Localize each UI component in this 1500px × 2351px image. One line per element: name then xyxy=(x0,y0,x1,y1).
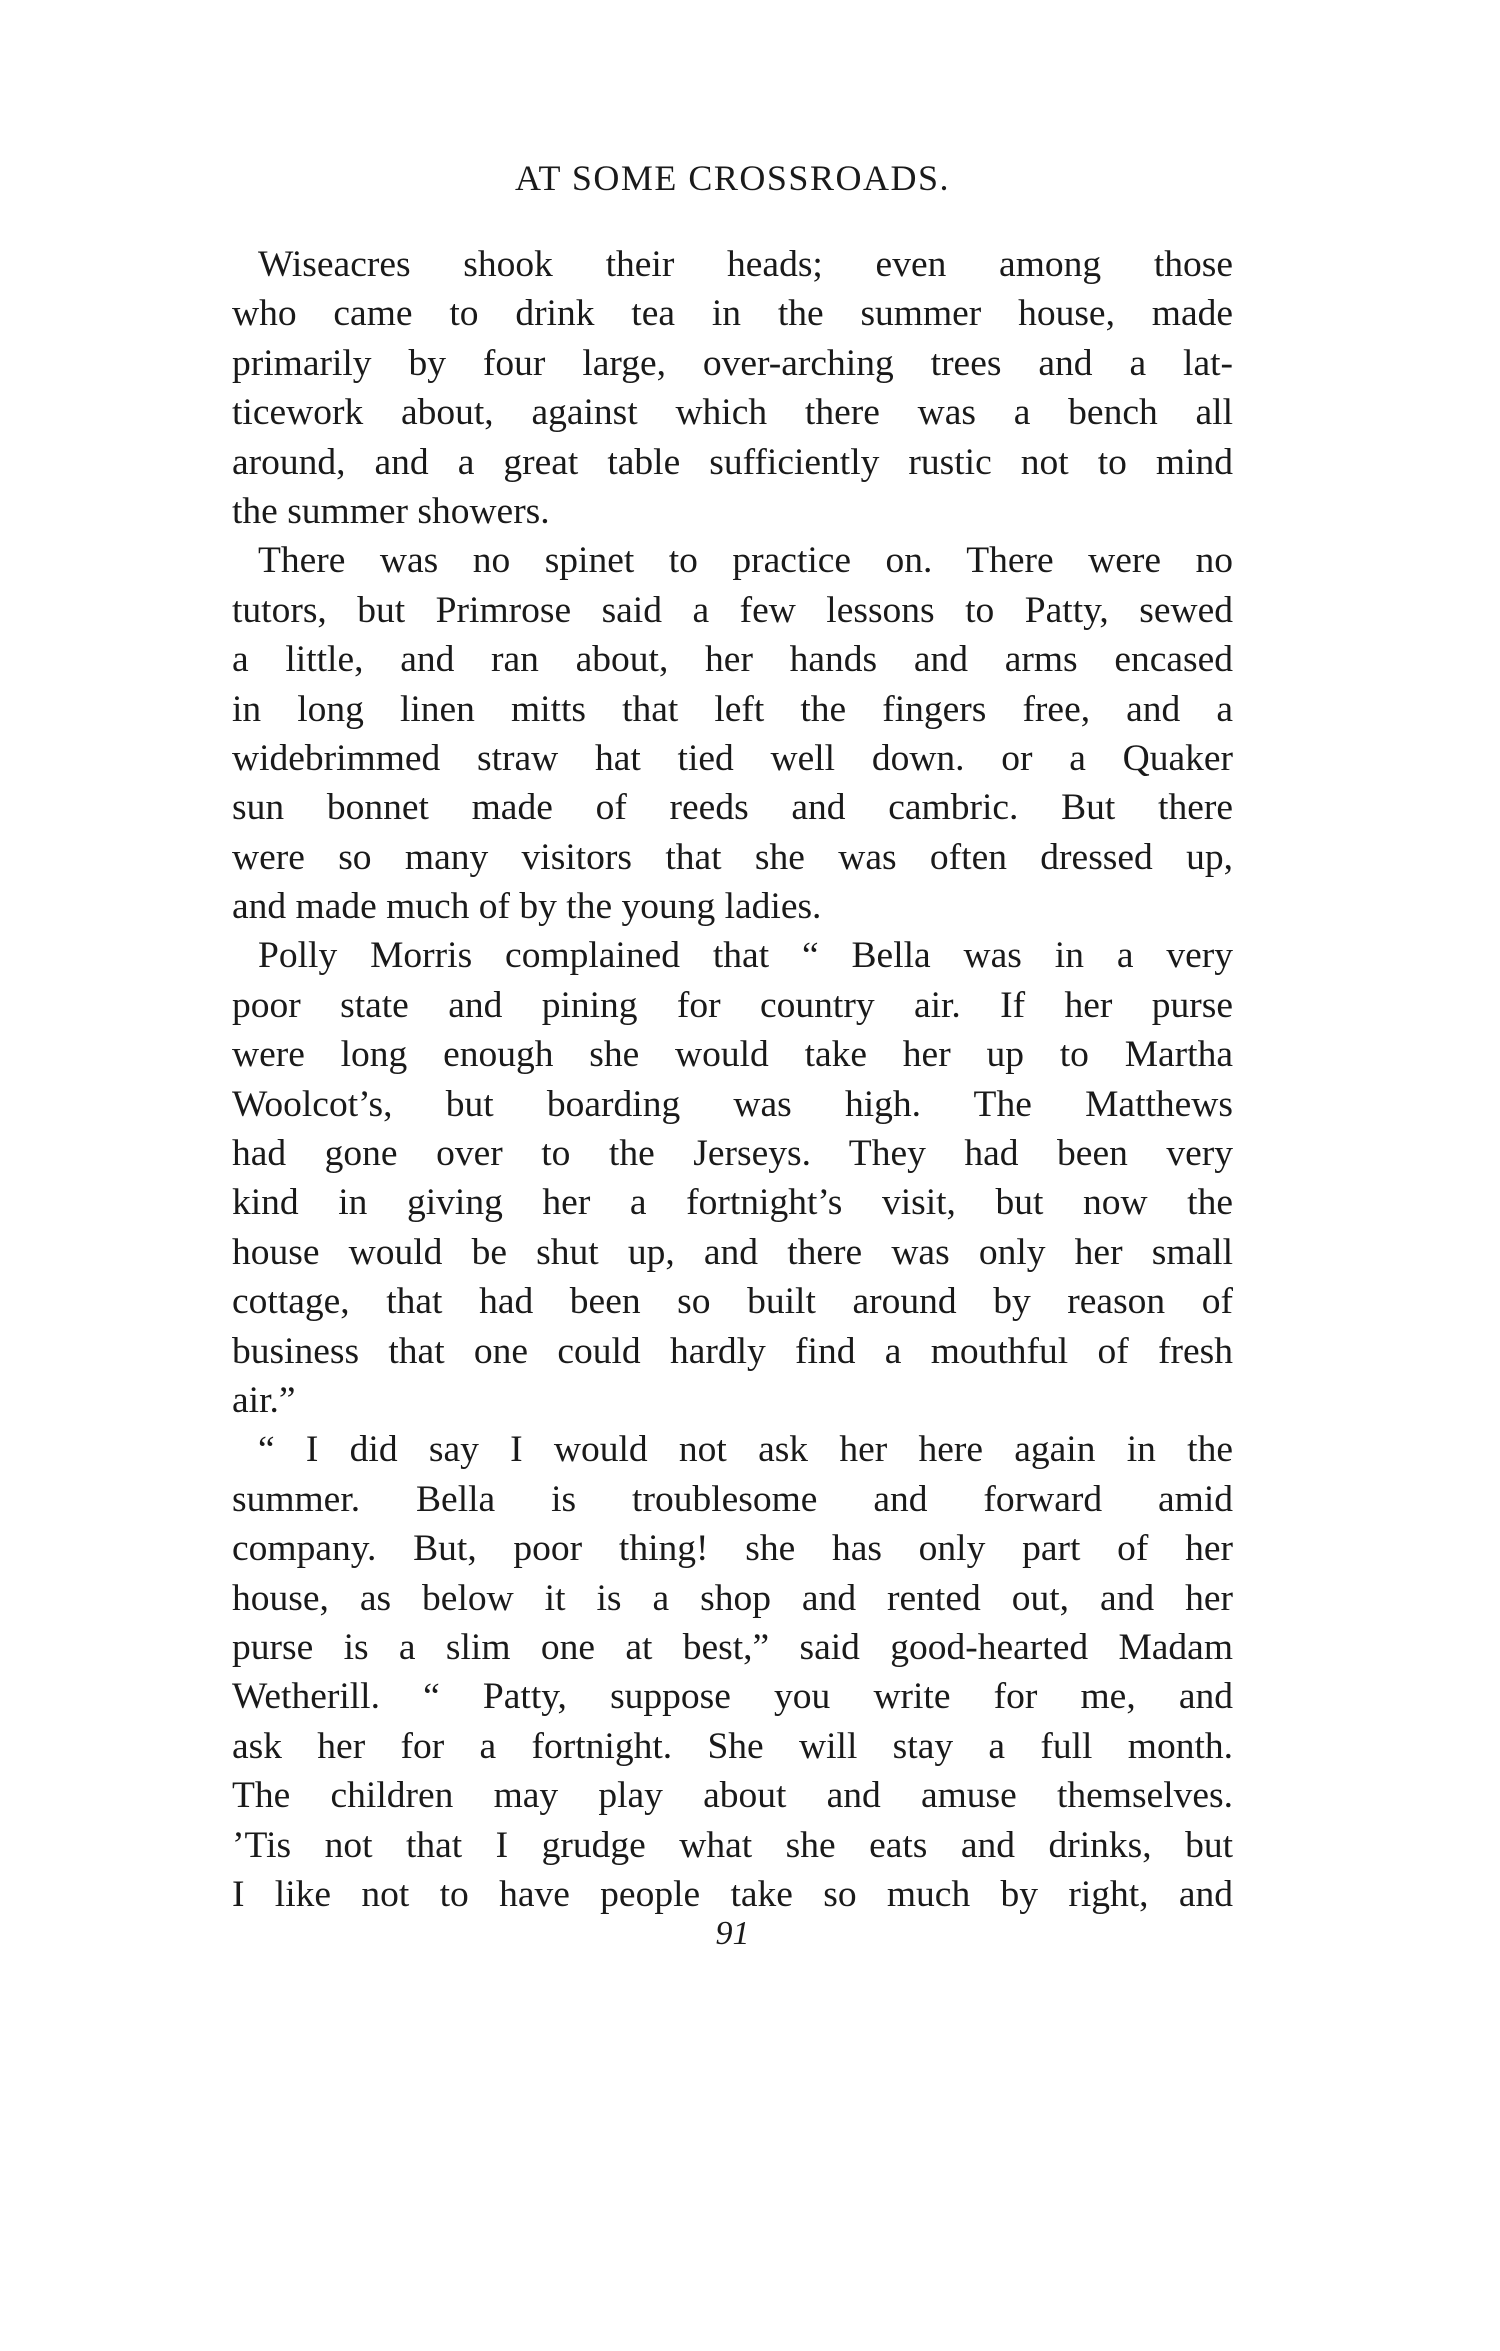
paragraph xyxy=(232,536,1233,931)
text-line: in long linen mitts that left the fingers free, and a xyxy=(232,688,1233,730)
text-line: house would be shut up, and there was only her small xyxy=(232,1231,1233,1273)
paragraph xyxy=(232,240,1233,536)
text-line: company. But, poor thing! she has only part of her xyxy=(232,1528,1233,1570)
text-line: business that one could hardly find a mouthful of fresh xyxy=(232,1330,1233,1372)
text-line: There was no spinet to practice on. There were no xyxy=(258,540,1233,582)
text-line: Wetherill. “ Patty, suppose you write for me, and xyxy=(232,1676,1233,1718)
text-line: the summer showers. xyxy=(232,490,550,532)
text-line: were long enough she would take her up to Martha xyxy=(232,1034,1233,1076)
text-line: ’Tis not that I grudge what she eats and drinks, but xyxy=(232,1824,1233,1866)
text-line: Wiseacres shook their heads; even among those xyxy=(258,244,1233,285)
text-line: air.” xyxy=(232,1379,296,1421)
text-line: Polly Morris complained that “ Bella was in a very xyxy=(258,935,1233,977)
paragraph xyxy=(232,1425,1233,1919)
text-line: were so many visitors that she was often dressed up, xyxy=(232,836,1233,878)
page-number: 91 xyxy=(715,1915,750,1952)
body-text xyxy=(232,240,1233,1919)
text-line: sun bonnet made of reeds and cambric. But there xyxy=(232,787,1233,829)
text-line: summer. Bella is troublesome and forward amid xyxy=(232,1478,1233,1520)
text-line: purse is a slim one at best,” said good-hearted Madam xyxy=(232,1626,1233,1668)
text-line: around, and a great table sufficiently rustic not to mind xyxy=(232,441,1233,483)
text-line: poor state and pining for country air. If her purse xyxy=(232,984,1233,1026)
text-line: ask her for a fortnight. She will stay a full month. xyxy=(232,1725,1233,1767)
text-line: ticework about, against which there was a bench all xyxy=(232,392,1233,434)
text-line: “ I did say I would not ask her here again in the xyxy=(258,1429,1233,1471)
text-line: house, as below it is a shop and rented out, and her xyxy=(232,1577,1233,1619)
text-line: The children may play about and amuse themselves. xyxy=(232,1775,1233,1817)
text-line: and made much of by the young ladies. xyxy=(232,886,822,928)
text-line: a little, and ran about, her hands and arms encased xyxy=(232,639,1233,681)
running-header: AT SOME CROSSROADS. xyxy=(515,158,950,198)
text-line: widebrimmed straw hat tied well down. or a Quaker xyxy=(232,737,1233,779)
text-line: had gone over to the Jerseys. They had been very xyxy=(232,1133,1233,1175)
text-line: Woolcot’s, but boarding was high. The Matthews xyxy=(232,1083,1233,1125)
text-line: cottage, that had been so built around by reason of xyxy=(232,1281,1233,1323)
text-line: I like not to have people take so much by right, and xyxy=(232,1873,1233,1915)
text-line: kind in giving her a fortnight’s visit, but now the xyxy=(232,1182,1233,1224)
paragraph xyxy=(232,931,1233,1425)
text-line: tutors, but Primrose said a few lessons to Patty, sewed xyxy=(232,589,1233,631)
text-line: primarily by four large, over-arching trees and a lat- xyxy=(232,342,1233,384)
text-line: who came to drink tea in the summer house, made xyxy=(232,293,1233,335)
